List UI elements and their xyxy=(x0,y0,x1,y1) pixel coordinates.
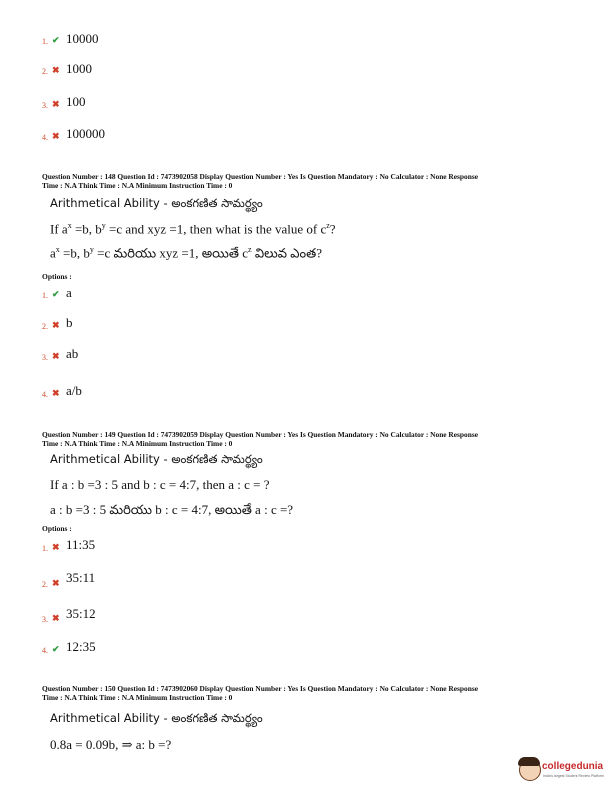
option-text: 12:35 xyxy=(66,639,96,654)
option-text: ab xyxy=(66,346,79,361)
question-text-english: If $a^x =b$, $b^y =c$ and xyz =1, then what is the value of $c^z$? xyxy=(50,221,336,237)
subject-label: Arithmetical Ability - అంకగణిత సామర్థ్యం xyxy=(50,196,263,210)
brand-name: collegedunia xyxy=(542,761,604,772)
question-text-english: If a : b =3 : 5 and b : c = 4:7, then a : c = ? xyxy=(50,477,270,492)
option-number: 1. xyxy=(42,37,48,46)
option-number: 3. xyxy=(42,353,48,362)
option-number: 4. xyxy=(42,390,48,399)
wrong-cross-icon: ✖ xyxy=(52,388,60,398)
option-text: 10000 xyxy=(66,31,99,46)
correct-check-icon: ✔ xyxy=(52,289,60,299)
option-text: 100000 xyxy=(66,126,105,141)
wrong-cross-icon: ✖ xyxy=(52,578,60,588)
subject-label: Arithmetical Ability - అంకగణిత సామర్థ్యం xyxy=(50,711,263,725)
option-text: 1000 xyxy=(66,61,92,76)
option-number: 2. xyxy=(42,67,48,76)
question-meta-line: Time : N.A Think Time : N.A Minimum Instruction Time : 0 xyxy=(42,439,233,448)
question-header xyxy=(42,172,582,190)
wrong-cross-icon: ✖ xyxy=(52,613,60,623)
option-text: a xyxy=(66,285,72,300)
question-text-telugu: $a^x =b$, $b^y =c$ మరియు xyz =1, అయితే $c^z$ విలువ ఎంత? xyxy=(50,245,322,261)
option-number: 3. xyxy=(42,615,48,624)
question-meta-line: Time : N.A Think Time : N.A Minimum Instruction Time : 0 xyxy=(42,181,233,190)
mascot-hair-icon xyxy=(518,757,540,766)
question-text-english: 0.8a = 0.09b, ⇒ a: b =? xyxy=(50,737,172,752)
option-number: 1. xyxy=(42,291,48,300)
option-text: 35:11 xyxy=(66,570,96,585)
collegedunia-logo xyxy=(515,755,607,785)
option-number: 2. xyxy=(42,322,48,331)
option-number: 4. xyxy=(42,646,48,655)
question-meta-line: Time : N.A Think Time : N.A Minimum Instruction Time : 0 xyxy=(42,693,233,702)
question-meta-line: Question Number : 149 Question Id : 7473902059 Display Question Number : Yes Is Question Mandatory : No Calculator : None Response xyxy=(42,430,478,439)
wrong-cross-icon: ✖ xyxy=(52,542,60,552)
option-text: 35:12 xyxy=(66,606,96,621)
question-header xyxy=(42,684,582,702)
wrong-cross-icon: ✖ xyxy=(52,99,60,109)
option-number: 3. xyxy=(42,101,48,110)
question-header xyxy=(42,430,582,448)
option-number: 2. xyxy=(42,580,48,589)
option-text: b xyxy=(66,315,73,330)
question-text-telugu: a : b =3 : 5 మరియు b : c = 4:7, అయితే a : c =? xyxy=(50,502,294,517)
option-text: a/b xyxy=(66,383,82,398)
question-meta-line: Question Number : 150 Question Id : 7473902060 Display Question Number : Yes Is Question Mandatory : No Calculator : None Response xyxy=(42,684,478,693)
subject-label: Arithmetical Ability - అంకగణిత సామర్థ్యం xyxy=(50,452,263,466)
wrong-cross-icon: ✖ xyxy=(52,131,60,141)
option-text: 100 xyxy=(66,94,86,109)
brand-tagline: India's largest Student Review Platform xyxy=(543,774,604,778)
options-label: Options : xyxy=(42,524,72,533)
options-label: Options : xyxy=(42,272,72,281)
wrong-cross-icon: ✖ xyxy=(52,65,60,75)
wrong-cross-icon: ✖ xyxy=(52,320,60,330)
option-text: 11:35 xyxy=(66,537,96,552)
question-meta-line: Question Number : 148 Question Id : 7473902058 Display Question Number : Yes Is Question Mandatory : No Calculator : None Response xyxy=(42,172,478,181)
option-number: 4. xyxy=(42,133,48,142)
option-number: 1. xyxy=(42,544,48,553)
correct-check-icon: ✔ xyxy=(52,644,60,654)
wrong-cross-icon: ✖ xyxy=(52,351,60,361)
correct-check-icon: ✔ xyxy=(52,35,60,45)
